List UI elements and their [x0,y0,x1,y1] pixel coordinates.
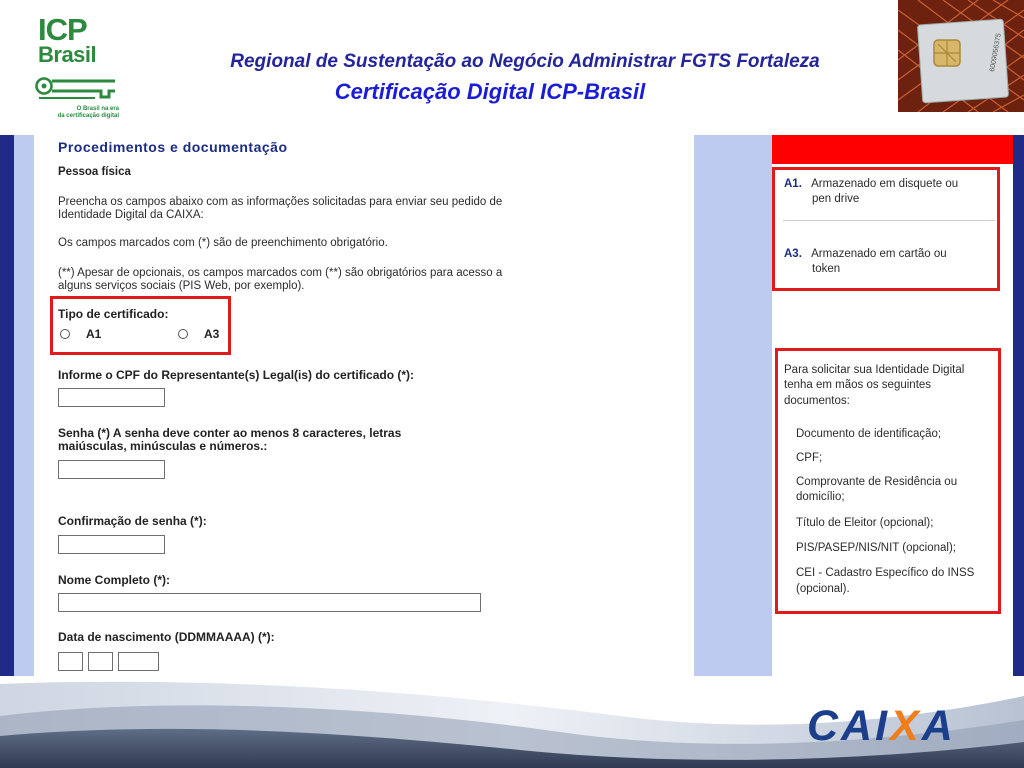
doc-residence-line2: domicílio; [796,491,845,503]
section-subheading: Pessoa física [58,166,131,178]
svg-text:6009056375: 6009056375 [989,32,1003,73]
radio-a1-label: A1 [86,327,102,341]
password-label-line2: maiúsculas, minúsculas e números.: [58,439,268,453]
option-a1-text: Armazenado em disquete ou [811,178,959,190]
intro-text-line2: Identidade Digital da CAIXA: [58,209,204,221]
left-rail-light [14,135,34,678]
docs-intro-line1: Para solicitar sua Identidade Digital [784,364,965,376]
cert-type-label: Tipo de certificado: [58,307,169,321]
optional-note-line1: (**) Apesar de opcionais, os campos marcados com (**) são obrigatórios para acesso a [58,267,503,279]
cpf-input[interactable] [58,388,165,407]
birth-year-input[interactable] [118,652,159,671]
option-a1-line2: pen drive [812,193,860,205]
docs-intro-line3: documentos: [784,395,850,407]
option-a1-key: A1. [784,178,802,190]
documents-highlight [775,348,1001,614]
radio-a3-label: A3 [204,327,220,341]
logo-tagline: O Brasil na era da certificação digital [57,106,119,119]
doc-cei-line2: (opcional). [796,583,850,595]
section-heading: Procedimentos e documentação [58,139,288,155]
cert-type-highlight [50,296,231,355]
optional-note-line2: alguns serviços sociais (PIS Web, por exemplo). [58,280,305,292]
doc-voter-title: Título de Eleitor (opcional); [796,517,934,529]
logo-brasil-text: Brasil [38,42,97,67]
doc-pis: PIS/PASEP/NIS/NIT (opcional); [796,542,956,554]
logo-icp-text: ICP [38,12,87,47]
doc-cpf: CPF; [796,452,823,464]
option-a3-key: A3. [784,248,802,260]
doc-identification: Documento de identificação; [796,428,942,440]
confirm-password-label: Confirmação de senha (*): [58,514,207,528]
doc-cei-line1: CEI - Cadastro Específico do INSS [796,567,975,579]
left-rail [0,135,14,678]
option-a3-text: Armazenado em cartão ou [811,248,947,260]
full-name-input[interactable] [58,593,481,612]
cpf-label: Informe o CPF do Representante(s) Legal(is) do certificado (*): [58,368,415,382]
confirm-password-input[interactable] [58,535,165,554]
birth-date-label: Data de nascimento (DDMMAAAA) (*): [58,630,275,644]
birth-day-input[interactable] [58,652,83,671]
right-rail [1013,135,1024,678]
options-highlight [772,167,1000,291]
intro-text-line1: Preencha os campos abaixo com as informações solicitadas para enviar seu pedido de [58,196,503,208]
docs-intro-line2: tenha em mãos os seguintes [784,379,932,391]
smart-card-image [898,0,1024,112]
caixa-logo: CAIXA [807,702,956,750]
doc-residence-line1: Comprovante de Residência ou [796,476,958,488]
full-name-label: Nome Completo (*): [58,573,170,587]
birth-month-input[interactable] [88,652,113,671]
option-a3-line2: token [812,263,841,275]
slide-subtitle: Certificação Digital ICP-Brasil [334,79,646,104]
password-label-line1: Senha (*) A senha deve conter ao menos 8 caracteres, letras [58,426,402,440]
slide-title: Regional de Sustentação ao Negócio Administrar FGTS Fortaleza [230,51,820,72]
red-header-bar [772,135,1013,164]
password-input[interactable] [58,460,165,479]
separator-band [694,135,772,678]
required-note: Os campos marcados com (*) são de preenchimento obrigatório. [58,237,388,249]
